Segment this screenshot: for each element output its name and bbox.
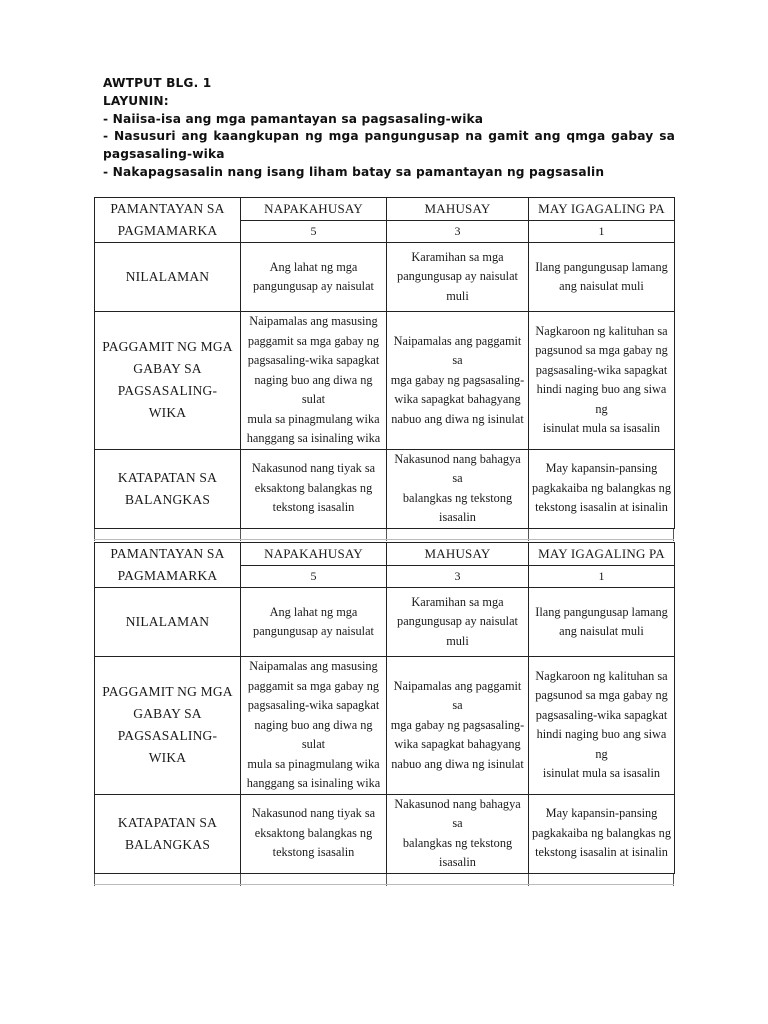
descriptor-cell <box>387 794 529 873</box>
descriptor-line: nabuo ang diwa ng isinulat <box>391 756 524 771</box>
descriptor-line: naging buo ang diwa ng sulat <box>254 717 373 751</box>
descriptor-line: Naipamalas ang masusing <box>249 314 378 328</box>
criteria-header-line: PAGMAMARKA <box>117 223 218 238</box>
descriptor-line: pagsunod sa mga gabay ng <box>535 343 668 358</box>
criteria-header-line: PAMANTAYAN SA <box>110 201 225 216</box>
descriptor-cell <box>529 794 675 873</box>
criteria-header-line: PAMANTAYAN SA <box>110 546 225 561</box>
level-label-cell: NAPAKAHUSAY <box>241 543 387 566</box>
descriptor-line: Naipamalas ang masusing <box>249 659 378 673</box>
descriptor-line: tekstong isasalin at isinalin <box>535 845 668 860</box>
header-row <box>95 198 675 221</box>
score-cell: 3 <box>387 220 529 243</box>
descriptor-line: hindi naging buo ang siwa ng <box>536 382 667 416</box>
descriptor-line: Ang lahat ng mga <box>269 259 358 274</box>
objective-2-line-2: pagsasaling-wika <box>103 147 225 162</box>
header-row <box>95 543 675 566</box>
gridline <box>94 539 674 540</box>
descriptor-cell <box>529 449 675 528</box>
criterion-line: KATAPATAN SA <box>117 469 218 485</box>
descriptor-line: mga gabay ng pagsasaling- <box>390 372 525 387</box>
table-trailing-lines <box>94 874 674 886</box>
criteria-header-cell <box>95 198 241 243</box>
descriptor-line: pangungusap ay naisulat <box>253 279 374 293</box>
level-label-cell: MAY IGAGALING PA <box>529 543 675 566</box>
level-label-cell: MAHUSAY <box>387 198 529 221</box>
descriptor-cell <box>387 588 529 657</box>
descriptor-cell <box>529 243 675 312</box>
descriptor-line: paggamit sa mga gabay ng <box>247 333 380 348</box>
criterion-cell <box>95 312 241 450</box>
descriptor-line: eksaktong balangkas ng <box>254 480 373 495</box>
document-title: AWTPUT BLG. 1 <box>103 76 212 90</box>
criterion-cell <box>95 588 241 657</box>
descriptor-line: wika sapagkat bahagyang <box>394 737 521 751</box>
descriptor-line: Ang lahat ng mga <box>269 604 358 619</box>
criterion-cell <box>95 449 241 528</box>
descriptor-cell <box>387 243 529 312</box>
descriptor-cell <box>529 588 675 657</box>
descriptor-cell <box>241 588 387 657</box>
criterion-line: NILALAMAN <box>125 269 210 284</box>
descriptor-line: wika sapagkat bahagyang <box>394 392 521 406</box>
descriptor-line: isinulat mula sa isasalin <box>542 766 661 781</box>
descriptor-line: tekstong isasalin <box>272 845 355 860</box>
criterion-line: PAGGAMIT NG MGA <box>102 339 233 355</box>
criterion-line: GABAY SA PAGSASALING- <box>117 361 218 399</box>
criterion-row <box>95 657 675 795</box>
criterion-line: GABAY SA PAGSASALING- <box>117 706 218 744</box>
descriptor-line: mga gabay ng pagsasaling- <box>390 717 525 732</box>
descriptor-cell <box>387 449 529 528</box>
criterion-line: NILALAMAN <box>125 614 210 629</box>
descriptor-cell <box>529 657 675 795</box>
gridline <box>94 884 674 885</box>
descriptor-line: pagkakaiba ng balangkas ng <box>532 825 671 840</box>
descriptor-cell <box>241 449 387 528</box>
criterion-cell <box>95 794 241 873</box>
descriptor-line: balangkas ng tekstong isasalin <box>402 490 513 524</box>
descriptor-line: isinulat mula sa isasalin <box>542 421 661 436</box>
score-cell: 1 <box>529 565 675 588</box>
descriptor-line: hanggang sa isinaling wika <box>246 431 381 445</box>
level-label-cell: MAY IGAGALING PA <box>529 198 675 221</box>
objective-2-line-1: - Nasusuri ang kaangkupan ng mga pangungusap na gamit ang qmga gabay sa <box>103 129 675 144</box>
descriptor-cell <box>241 243 387 312</box>
descriptor-line: Nakasunod nang tiyak sa <box>251 806 376 821</box>
descriptor-line: pagkakaiba ng balangkas ng <box>532 480 671 495</box>
rubric-table <box>94 197 675 529</box>
criterion-line: WIKA <box>148 405 187 421</box>
descriptor-line: Naipamalas ang paggamit sa <box>393 678 522 712</box>
descriptor-line: Nakasunod nang bahagya sa <box>394 451 521 485</box>
rubric-table-2 <box>94 542 674 886</box>
descriptor-line: Nagkaroon ng kalituhan sa <box>535 668 668 683</box>
descriptor-line: Nakasunod nang bahagya sa <box>394 796 521 830</box>
descriptor-line: May kapansin-pansing <box>545 806 658 821</box>
descriptor-cell <box>241 657 387 795</box>
criterion-row <box>95 588 675 657</box>
score-cell: 3 <box>387 565 529 588</box>
descriptor-line: pagsasaling-wika sapagkat <box>247 353 380 367</box>
descriptor-line: ang naisulat muli <box>559 279 644 293</box>
descriptor-line: pagsasaling-wika sapagkat <box>247 698 380 712</box>
descriptor-line: hindi naging buo ang siwa ng <box>536 727 667 761</box>
descriptor-line: May kapansin-pansing <box>545 461 658 476</box>
descriptor-line: hanggang sa isinaling wika <box>246 776 381 790</box>
descriptor-cell <box>387 312 529 450</box>
descriptor-line: naging buo ang diwa ng sulat <box>254 372 373 406</box>
descriptor-line: paggamit sa mga gabay ng <box>247 678 380 693</box>
rubric-table-1 <box>94 197 674 541</box>
descriptor-line: ang naisulat muli <box>559 624 644 638</box>
descriptor-line: Karamihan sa mga <box>411 594 504 609</box>
table-trailing-lines <box>94 529 674 541</box>
descriptor-cell <box>387 657 529 795</box>
descriptor-line: mula sa pinagmulang wika <box>247 756 380 771</box>
descriptor-line: Karamihan sa mga <box>411 249 504 264</box>
descriptor-line: pagsasaling-wika sapagkat <box>535 707 668 722</box>
descriptor-line: pangungusap ay naisulat muli <box>397 614 518 648</box>
descriptor-line: pagsunod sa mga gabay ng <box>535 688 668 703</box>
criteria-header-line: PAGMAMARKA <box>117 568 218 583</box>
rubric-table <box>94 542 675 874</box>
descriptor-line: tekstong isasalin at isinalin <box>535 500 668 515</box>
level-label-cell: MAHUSAY <box>387 543 529 566</box>
criterion-row <box>95 312 675 450</box>
criterion-cell <box>95 243 241 312</box>
score-cell: 5 <box>241 220 387 243</box>
objective-1: - Naiisa-isa ang mga pamantayan sa pagsasaling-wika <box>103 111 484 126</box>
descriptor-cell <box>241 794 387 873</box>
descriptor-line: pagsasaling-wika sapagkat <box>535 362 668 377</box>
score-cell: 5 <box>241 565 387 588</box>
criteria-header-cell <box>95 543 241 588</box>
descriptor-line: Nakasunod nang tiyak sa <box>251 461 376 476</box>
objective-3: - Nakapagsasalin nang isang liham batay sa pamantayan ng pagsasalin <box>103 164 605 179</box>
descriptor-line: Naipamalas ang paggamit sa <box>393 333 522 367</box>
criterion-line: BALANGKAS <box>124 836 211 852</box>
descriptor-line: nabuo ang diwa ng isinulat <box>391 411 524 426</box>
document-header <box>103 75 675 182</box>
descriptor-line: pangungusap ay naisulat muli <box>397 269 518 303</box>
descriptor-line: mula sa pinagmulang wika <box>247 411 380 426</box>
level-label-cell: NAPAKAHUSAY <box>241 198 387 221</box>
descriptor-line: tekstong isasalin <box>272 500 355 515</box>
descriptor-line: pangungusap ay naisulat <box>253 624 374 638</box>
criterion-line: PAGGAMIT NG MGA <box>102 684 233 700</box>
criterion-row <box>95 243 675 312</box>
criterion-row <box>95 794 675 873</box>
descriptor-line: Ilang pangungusap lamang <box>535 259 668 274</box>
criterion-line: KATAPATAN SA <box>117 814 218 830</box>
descriptor-line: Ilang pangungusap lamang <box>535 604 668 619</box>
criterion-row <box>95 449 675 528</box>
descriptor-cell <box>529 312 675 450</box>
descriptor-line: eksaktong balangkas ng <box>254 825 373 840</box>
descriptor-cell <box>241 312 387 450</box>
criterion-line: WIKA <box>148 750 187 766</box>
criterion-line: BALANGKAS <box>124 491 211 507</box>
criterion-cell <box>95 657 241 795</box>
descriptor-line: balangkas ng tekstong isasalin <box>402 835 513 869</box>
score-cell: 1 <box>529 220 675 243</box>
objectives-label: LAYUNIN: <box>103 93 169 108</box>
descriptor-line: Nagkaroon ng kalituhan sa <box>535 323 668 338</box>
